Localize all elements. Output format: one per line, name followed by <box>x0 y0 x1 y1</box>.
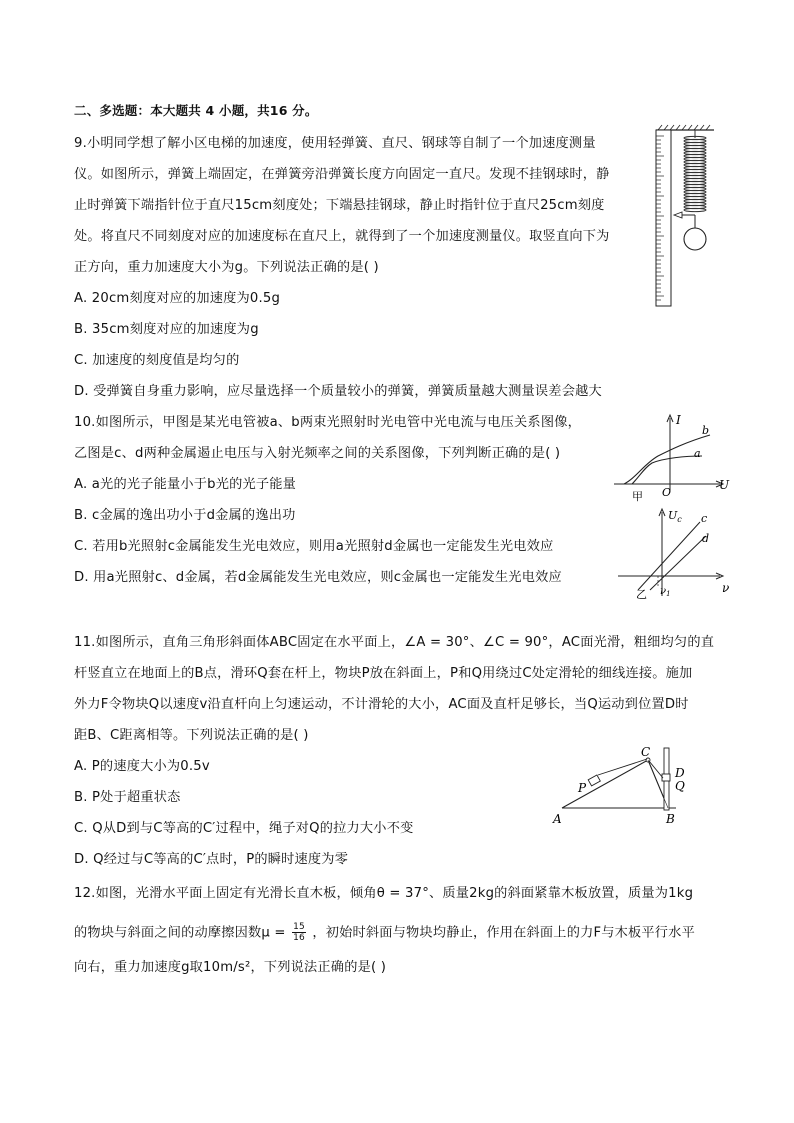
line-label-c: c <box>701 512 708 525</box>
point-label-c: C <box>641 745 651 759</box>
q9-option-a: A. 20cm刻度对应的加速度为0.5g <box>74 291 281 306</box>
q9-line-1: 9.小明同学想了解小区电梯的加速度，使用轻弹簧、直尺、钢球等自制了一个加速度测量 <box>74 136 596 151</box>
figure-caption-yi: 乙 <box>636 588 647 601</box>
q9-line-2: 仪。如图所示，弹簧上端固定，在弹簧旁沿弹簧长度方向固定一直尺。发现不挂钢球时，静 <box>74 167 610 182</box>
q9-line-5: 正方向，重力加速度大小为g。下列说法正确的是( ) <box>74 260 379 275</box>
q10-option-b: B. c金属的逸出功小于d金属的逸出功 <box>74 508 296 523</box>
axis-label-i: I <box>676 413 681 427</box>
q12-line-1: 12.如图，光滑水平面上固定有光滑长直木板，倾角θ = 37°、质量2kg的斜面紧靠木板放置，质量为1kg <box>74 886 694 901</box>
q10-option-d: D. 用a光照射c、d金属，若d金属能发生光电效应，则c金属也一定能发生光电效应 <box>74 570 562 585</box>
axis-label-u: U <box>719 478 730 492</box>
mu-numerator: 15 <box>293 922 305 932</box>
incline-pulley-figure <box>550 744 700 828</box>
spring-coil <box>684 208 706 211</box>
q9-option-c: C. 加速度的刻度值是均匀的 <box>74 353 240 368</box>
q12-line-2-start: 的物块与斜面之间的动摩擦因数μ = <box>74 925 286 941</box>
axis-label-uc: $U_c$ <box>668 509 682 524</box>
q11-line-2: 杆竖直立在地面上的B点，滑环Q套在杆上，物块P放在斜面上，P和Q用绕过C处定滑轮的细线连接。施加 <box>74 666 693 681</box>
q10-line-2: 乙图是c、d两种金属遏止电压与入射光频率之间的关系图像，下列判断正确的是( ) <box>74 446 561 461</box>
q9-line-4: 处。将直尺不同刻度对应的加速度标在直尺上，就得到了一个加速度测量仪。取竖直向下为 <box>74 229 610 244</box>
line-d <box>650 536 706 590</box>
q11-option-b: B. P处于超重状态 <box>74 790 181 805</box>
curve-label-a: a <box>694 447 701 460</box>
section-heading: 二、多选题：本大题共 4 小题，共16 分。 <box>74 103 318 118</box>
q11-option-c: C. Q从D到与C等高的C′过程中，绳子对Q的拉力大小不变 <box>74 821 414 836</box>
q9-option-d: D. 受弹簧自身重力影响，应尽量选择一个质量较小的弹簧，弹簧质量越大测量误差会越大 <box>74 384 602 399</box>
q12-line-3: 向右，重力加速度g取10m/s²，下列说法正确的是( ) <box>74 960 387 975</box>
q10-option-c: C. 若用b光照射c金属能发生光电效应，则用a光照射d金属也一定能发生光电效应 <box>74 539 554 554</box>
curve-label-b: b <box>702 424 710 437</box>
line-c <box>638 522 700 590</box>
q12-line-2-end: ，初始时斜面与物块均静止，作用在斜面上的力F与木板平行水平 <box>312 925 695 941</box>
mu-fraction <box>292 922 306 943</box>
line-label-d: d <box>702 532 710 545</box>
origin-label: O <box>662 486 672 499</box>
mu-denominator: 16 <box>293 933 305 943</box>
q11-line-1: 11.如图所示，直角三角形斜面体ABC固定在水平面上，∠A = 30°、∠C = 90°，AC面光滑，粗细均匀的直 <box>74 635 715 650</box>
spring-ruler-figure <box>648 124 718 308</box>
point-label-d: D <box>675 766 685 780</box>
q11-option-a: A. P的速度大小为0.5v <box>74 759 210 774</box>
photocurrent-voltage-graph <box>606 410 736 502</box>
q11-line-4: 距B、C距离相等。下列说法正确的是( ) <box>74 728 309 743</box>
q10-line-1: 10.如图所示，甲图是某光电管被a、b两束光照射时光电管中光电流与电压关系图像， <box>74 415 581 430</box>
figure-caption-jia: 甲 <box>632 490 643 502</box>
q12-line-2 <box>74 922 695 944</box>
q11-line-3: 外力F令物块Q以速度v沿直杆向上匀速运动，不计滑轮的大小，AC面及直杆足够长，当Q运动到位置D时 <box>74 697 689 712</box>
point-label-a: A <box>553 812 562 826</box>
point-label-p: P <box>578 781 587 795</box>
point-label-b: B <box>666 812 675 826</box>
q11-option-d: D. Q经过与C等高的C′点时，P的瞬时速度为零 <box>74 852 349 867</box>
axis-label-nu: ν <box>722 581 730 595</box>
point-label-q: Q <box>675 779 685 793</box>
stopping-voltage-frequency-graph <box>614 506 732 602</box>
q9-line-3: 止时弹簧下端指针位于直尺15cm刻度处；下端悬挂钢球，静止时指针位于直尺25cm刻度 <box>74 198 605 213</box>
q9-option-b: B. 35cm刻度对应的加速度为g <box>74 322 259 337</box>
q10-option-a: A. a光的光子能量小于b光的光子能量 <box>74 477 297 492</box>
tick-label-nu1: $\nu_1$ <box>660 586 671 598</box>
curve-a <box>632 456 702 484</box>
